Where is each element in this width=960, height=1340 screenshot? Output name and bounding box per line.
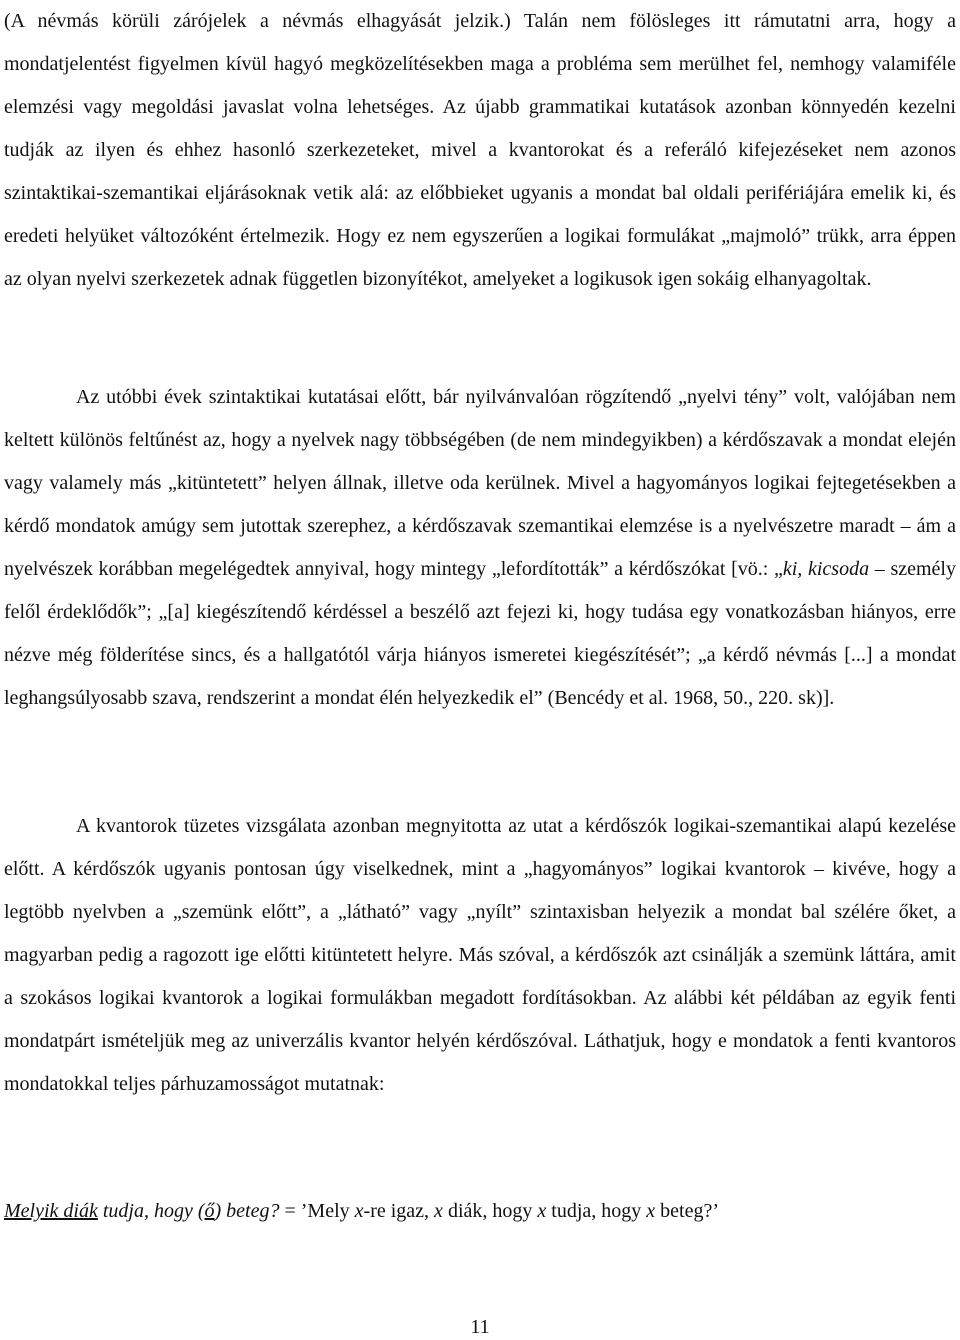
paragraph-text: – személy felől érdeklődők”; „[a] kiegészítendő kérdéssel a beszélő azt fejezi ki, hogy tudása egy vonatkozásban hiányos, erre nézve még földerítése sincs, és a hallgatótól várja hiányos ismeretei kiegészítését”; „a kérdő névmás [...] a mondat leghangsúlyosabb szava, rendszerint a mondat élén helyezkedik el” (Bencédy et al. 1968, 50., 220. sk)]. [4, 558, 956, 709]
example-part-6: tudja, hogy [546, 1200, 647, 1222]
example-variable: x [646, 1200, 656, 1222]
paragraph-2 [4, 376, 956, 720]
example-pronoun: ő [204, 1200, 215, 1222]
page-number: 11 [470, 1316, 490, 1338]
example-part-7: beteg?’ [655, 1200, 720, 1222]
paragraph-text: ki, kicsoda [782, 558, 870, 580]
paragraph-text: A kvantorok tüzetes vizsgálata azonban megnyitotta az utat a kérdőszók logikai-szemantikai alapú kezelése előtt. A kérdőszók ugyanis pontosan úgy viselkednek, mint a „hagyományos” logikai kvantorok – kivéve, hogy a legtöbb nyelvben a „szemünk előtt”, a „látható” vagy „nyílt” szintaxisban helyezik a mondat bal szélére őket, a magyarban pedig a ragozott ige előtti kitüntetett helyre. Más szóval, a kérdőszók azt csinálják a szemünk láttára, amit a szokásos logikai kvantorok a logikai formulákban megadott fordításokban. Az alábbi két példában az egyik fenti mondatpárt ismételjük meg az univerzális kvantor helyén kérdőszóval. Láthatjuk, hogy e mondatok a fenti kvantoros mondatokkal teljes párhuzamosságot mutatnak: [4, 815, 956, 1095]
example-part-5: diák, hogy [442, 1200, 538, 1222]
example-sentence [4, 1190, 956, 1233]
example-part-1: tudja, hogy ( [97, 1200, 205, 1222]
paragraph-text: Az utóbbi évek szintaktikai kutatásai előtt, bár nyilvánvalóan rögzítendő „nyelvi tény” volt, valójában nem keltett különös feltűnést az, hogy a nyelvek nagy többségében (de nem mindegyikben) a kérdőszavak a mondat elején vagy valamely más „kitüntetett” helyen állnak, illetve oda kerülnek. Mivel a hagyományos logikai fejtegetésekben a kérdő mondatok amúgy sem jutottak szerephez, a kérdőszavak szemantikai elemzése is a nyelvészetre maradt – ám a nyelvészek korábban megelégedtek annyival, hogy mintegy „lefordították” a kérdőszókat [vö.: „ [4, 386, 956, 580]
example-part-2: ) beteg? [214, 1200, 280, 1222]
paragraph-3 [4, 805, 956, 1106]
paragraph-text: (A névmás körüli zárójelek a névmás elhagyását jelzik.) Talán nem fölösleges itt rámutatni arra, hogy a mondatjelentést figyelmen kívül hagyó megközelítésekben maga a probléma sem merülhet fel, nemhogy valamiféle elemzési vagy megoldási javaslat volna lehetséges. Az újabb grammatikai kutatások azonban könnyedén kezelni tudják az ilyen és ehhez hasonló szerkezeteket, mivel a kvantorokat és a referáló kifejezéseket nem azonos szintaktikai-szemantikai eljárásoknak vetik alá: az előbbieket ugyanis a mondat bal oldali perifériájára emelik ki, és eredeti helyüket változóként értelmezik. Hogy ez nem egyszerűen a logikai formulákat „majmoló” trükk, arra éppen az olyan nyelvi szerkezetek adnak független bizonyítékot, amelyeket a logikusok igen sokáig elhanyagoltak. [4, 10, 956, 290]
example-variable: x [354, 1200, 364, 1222]
example-variable: x [434, 1200, 443, 1222]
example-part-3: = ’Mely [279, 1200, 355, 1222]
example-part-4: -re igaz, [363, 1200, 435, 1222]
example-variable: x [537, 1200, 547, 1222]
paragraph-1 [4, 0, 956, 301]
example-underlined-phrase: Melyik diák [4, 1200, 98, 1222]
